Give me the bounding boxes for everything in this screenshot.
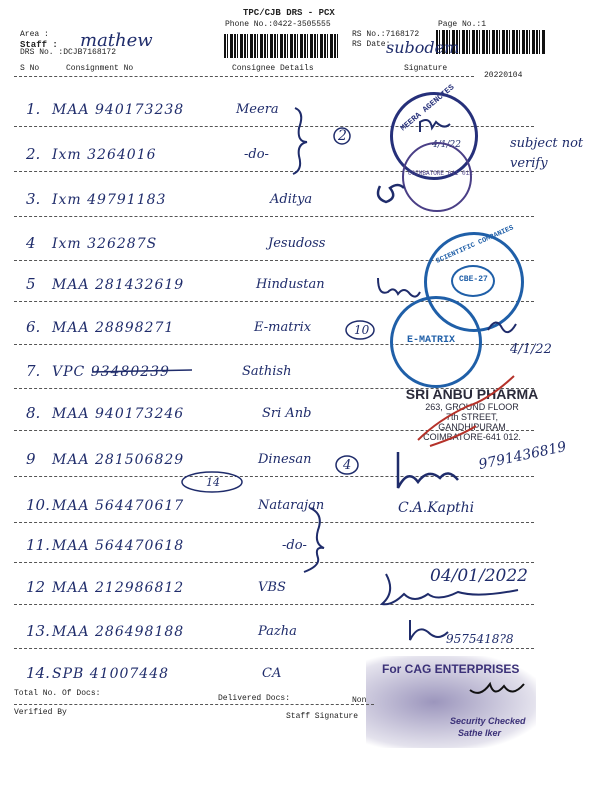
rs-number: RS No.:7168172 [352,30,420,39]
row-number: 14. [26,664,50,682]
staff-handwritten: mathew [80,30,153,51]
security-stamp-1: Security Checked [450,716,526,726]
strike-row-7 [92,370,192,372]
sri-anbu-line-1: 263, GROUND FLOOR [425,402,519,412]
sri-anbu-line-2: 7th STREET, [445,412,499,422]
consignee-name: Jesudoss [268,236,326,251]
total-docs-label: Total No. Of Docs: [14,689,101,698]
row-number: 7. [26,362,41,380]
rs-date-label: RS Date: [352,40,391,49]
subject-note: subject not verify [510,136,584,171]
document-title: TPC/CJB DRS - PCX [243,8,335,18]
consignment-number: VPC 93480239 [52,364,170,380]
consignment-number: Ixm 3264016 [52,147,157,163]
consignment-number: MAA 28898271 [52,320,175,336]
date-stamp: 20220104 [484,71,523,80]
sign-name-10: C.A.Kapthi [398,500,475,516]
non-label: Non [352,696,367,705]
consignee-name: Aditya [270,192,313,207]
signature-row-2 [420,120,450,132]
row-number: 1. [26,100,41,118]
cbe-stamp-text: CBE-27 [459,275,488,284]
count-circle-6-ring [346,321,374,339]
verified-by-label: Verified By [14,708,67,717]
consignee-name: Natarajan [258,498,325,513]
consignee-name: CA [262,666,282,681]
consignee-name: -do- [244,147,269,162]
consignment-number: Ixm 326287S [52,236,158,252]
row-number: 13. [26,622,50,640]
row-number: 6. [26,318,41,336]
footer-rule [14,704,374,705]
sign-phone-9: 9791436819 [477,438,568,474]
signature-row-13 [410,620,448,640]
row-number: 3. [26,190,41,208]
count-circle-9a-ring [182,472,242,492]
consignment-number: MAA 564470618 [52,538,185,554]
consignee-name: Meera [236,102,279,117]
sri-anbu-line-4: COIMBATORE-641 012. [423,432,521,442]
signature-row-5 [378,278,420,297]
brace-rows-10-11 [304,508,324,572]
consignee-name: VBS [258,580,286,595]
meera-stamp-text: MEERA AGENCIES [399,83,457,134]
row-number: 5 [26,275,36,293]
consignment-number: Ixm 49791183 [52,192,167,208]
ematrix-stamp-text: E-MATRIX [407,335,456,346]
consignee-name: E-matrix [254,320,312,335]
consignee-name: Sri Anb [262,406,312,421]
staff-signature-label: Staff Signature [286,712,359,721]
signature-row-14 [470,684,524,693]
consignee-name: Dinesan [258,452,312,467]
consignee-name: Pazha [258,624,297,639]
security-stamp-2: Sathe Iker [458,728,502,738]
drs-number: DRS No. :DCJB7168172 [20,48,117,57]
area-label: Area : [20,30,49,39]
scientific-stamp-text: SCIENTIFIC COMPANIES [435,224,516,266]
coimbatore-stamp-text: COIMBATORE 641 012 [408,170,473,177]
consignee-name: Hindustan [256,277,325,292]
consignment-number: SPB 41007448 [52,666,170,682]
count-circle-1: 2 [338,128,347,144]
col-signature: Signature [404,64,448,73]
rs-date-handwritten: subodem [386,38,460,57]
count-circle-9b: 4 [343,458,352,473]
consignee-name: -do- [282,538,307,553]
consignment-number: MAA 940173238 [52,102,185,118]
brace-rows-1-2 [293,108,307,174]
cag-stamp-text: For CAG ENTERPRISES [382,662,520,676]
row-number: 2. [26,145,41,163]
col-sno: S No [20,64,40,73]
consignment-number: MAA 286498188 [52,624,185,640]
consignment-number: MAA 212986812 [52,580,185,596]
consignee-name: Sathish [242,364,292,379]
col-consignee: Consignee Details [232,64,314,73]
sign-phone-13: 9575418?8 [446,632,514,646]
count-9a: 14 [206,476,220,489]
count-circle-6: 10 [354,323,370,337]
consignment-number: MAA 564470617 [52,498,185,514]
sign-date-6: 4/1/22 [510,342,552,357]
phone-number: Phone No.:0422-3505555 [225,20,331,29]
consignment-number: MAA 281432619 [52,277,185,293]
consignment-number: MAA 281506829 [52,452,185,468]
col-consignment: Consignment No [66,64,134,73]
sri-anbu-name: SRI ANBU PHARMA [405,386,539,402]
row-number: 11. [26,536,50,554]
signature-row-3 [378,185,404,202]
page-number: Page No.:1 [438,20,487,29]
signature-row-9 [398,452,458,488]
delivered-docs-label: Delivered Docs: [218,694,291,703]
staff-label: Staff : [20,40,58,50]
sign-date-12: 04/01/2022 [430,566,528,586]
row-number: 9 [26,450,36,468]
row-number: 8. [26,404,41,422]
row-number: 12 [26,578,46,596]
signature-row-6 [488,322,516,332]
sign-date-2: 4/1/22 [432,140,461,150]
count-circle-9b-ring [336,456,358,474]
consignment-number: MAA 940173246 [52,406,185,422]
signature-row-12 [382,574,518,604]
sri-anbu-line-3: GANDHIPURAM [438,422,506,432]
count-circle-1-ring [334,128,350,144]
row-number: 10. [26,496,50,514]
row-number: 4 [26,234,36,252]
red-signature [418,376,514,446]
